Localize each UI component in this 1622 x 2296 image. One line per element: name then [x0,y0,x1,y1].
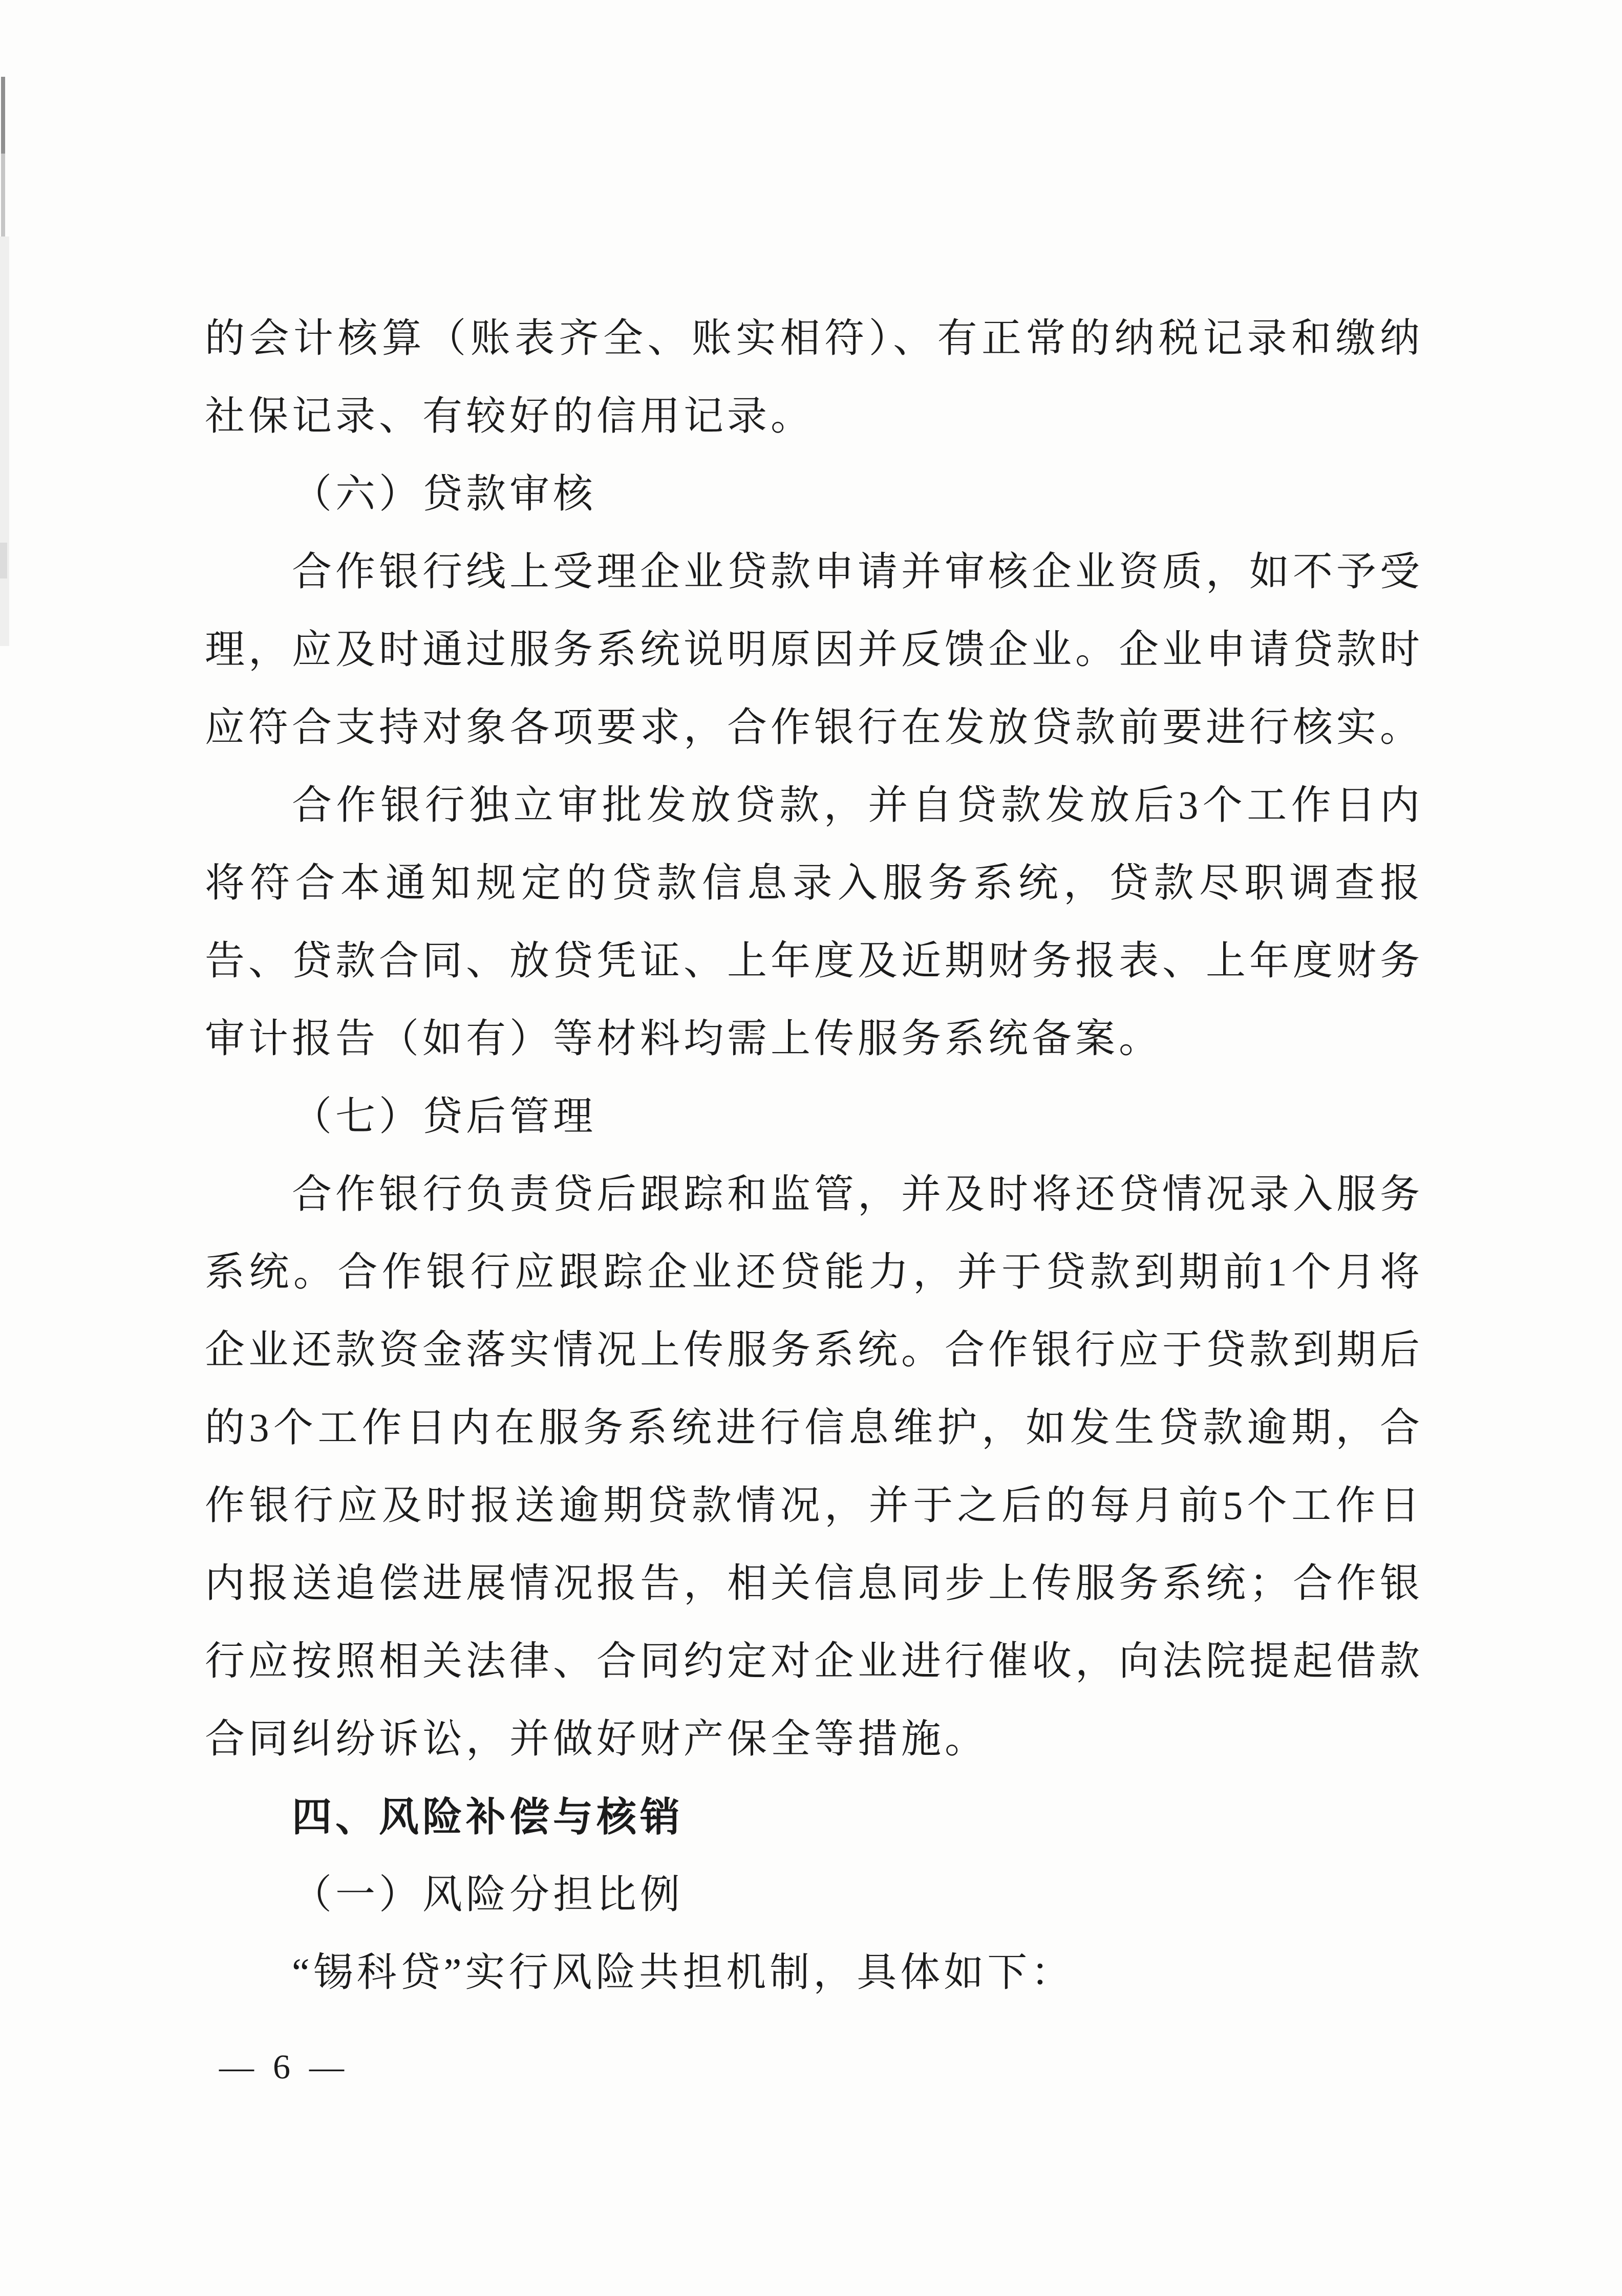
para-eligibility-line-1: 的会计核算（账表齐全、账实相符）、有正常的纳税记录和缴纳 [205,316,1423,360]
scan-artifact-line [1,77,5,154]
para-risk-sharing-line-1: “锡科贷”实行风险共担机制，具体如下： [292,1950,1075,1994]
scan-artifact-smudge [0,543,7,578]
para-post-loan-line-1: 合作银行负责贷后跟踪和监管，并及时将还贷情况录入服务 [292,1172,1424,1216]
scan-artifact-line [1,154,5,241]
para-post-loan-line-3: 企业还款资金落实情况上传服务系统。合作银行应于贷款到期后 [205,1327,1424,1372]
para-post-loan-line-5: 作银行应及时报送逾期贷款情况，并于之后的每月前5个工作日 [205,1483,1423,1528]
para-loan-approval-line-2: 将符合本通知规定的贷款信息录入服务系统，贷款尽职调查报 [205,861,1423,905]
heading-item-6-loan-review: （六）贷款审核 [292,471,597,516]
heading-item-1-risk-sharing-ratio: （一）风险分担比例 [292,1872,684,1917]
para-loan-approval-line-4: 审计报告（如有）等材料均需上传服务系统备案。 [205,1016,1163,1061]
page-number: — 6 — [219,2047,349,2086]
para-loan-review-line-3: 应符合支持对象各项要求，合作银行在发放贷款前要进行核实。 [205,705,1424,749]
para-eligibility-line-2: 社保记录、有较好的信用记录。 [205,394,815,438]
para-post-loan-line-4: 的3个工作日内在服务系统进行信息维护，如发生贷款逾期，合 [205,1405,1423,1450]
para-post-loan-line-2: 系统。合作银行应跟踪企业还贷能力，并于贷款到期前1个月将 [205,1250,1423,1294]
para-loan-review-line-1: 合作银行线上受理企业贷款申请并审核企业资质，如不予受 [292,549,1424,594]
para-loan-approval-line-3: 告、贷款合同、放贷凭证、上年度及近期财务报表、上年度财务 [205,938,1424,983]
document-body [205,299,1423,2011]
heading-item-7-post-loan: （七）贷后管理 [292,1094,597,1139]
para-post-loan-line-6: 内报送追偿进展情况报告，相关信息同步上传服务系统；合作银 [205,1561,1424,1605]
para-post-loan-line-8: 合同纠纷诉讼，并做好财产保全等措施。 [205,1716,989,1761]
para-post-loan-line-7: 行应按照相关法律、合同约定对企业进行催收，向法院提起借款 [205,1639,1424,1683]
scan-artifact-band [0,237,9,646]
para-loan-approval-line-1: 合作银行独立审批发放贷款，并自贷款发放后3个工作日内 [292,783,1423,827]
heading-section-4-risk-compensation: 四、风险补偿与核销 [292,1794,684,1839]
para-loan-review-line-2: 理，应及时通过服务系统说明原因并反馈企业。企业申请贷款时 [205,627,1424,672]
